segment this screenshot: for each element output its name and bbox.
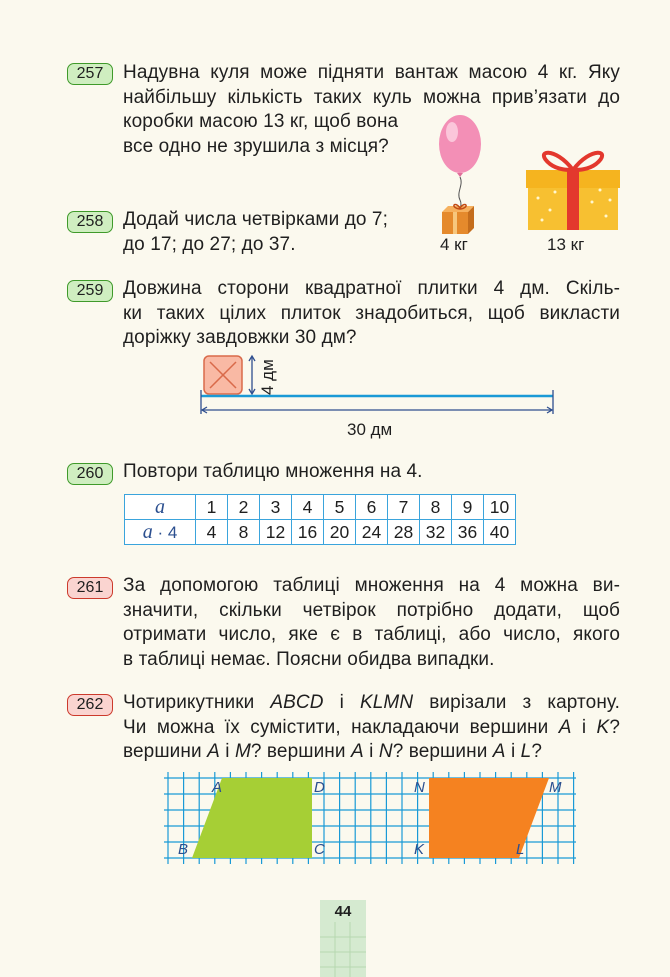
table-cell: 9 — [452, 495, 484, 520]
table-row — [125, 520, 516, 545]
vertex-a: A — [207, 741, 220, 762]
table-cell: 8 — [420, 495, 452, 520]
table-cell: 8 — [228, 520, 260, 545]
text-span: і — [363, 741, 379, 762]
table-cell: 36 — [452, 520, 484, 545]
task-number-261: 261 — [67, 577, 113, 599]
text-span: ? — [609, 716, 620, 738]
table-cell: 40 — [484, 520, 516, 545]
table-cell: 4 — [292, 495, 324, 520]
path-length-label: 30 дм — [347, 420, 393, 439]
task-number-257: 257 — [67, 63, 113, 85]
task-259-line-1: Довжина сторони квадратної плитки 4 дм. Скіль- — [123, 278, 620, 299]
table-cell: 28 — [388, 520, 420, 545]
vertex-label-l: L — [516, 841, 525, 858]
table-cell: 6 — [356, 495, 388, 520]
row-header-var: a — [142, 520, 153, 543]
table-cell: 10 — [484, 495, 516, 520]
task-260-line-1: Повтори таблицю множення на 4. — [123, 461, 423, 482]
balloon-icon — [439, 115, 481, 214]
task-257-line-1: Надувна куля може підняти вантаж масою 4 кг. Яку — [123, 62, 620, 83]
text-span: і — [505, 741, 521, 762]
table-cell: 3 — [260, 495, 292, 520]
task-257-line-2: найбільшу кількість таких куль можна прив’язати до — [123, 86, 620, 108]
task-261-line-1: За допомогою таблиці множення на 4 можна ви- — [123, 575, 620, 596]
task-259-text — [123, 277, 620, 351]
balloon-and-boxes-illustration — [430, 110, 630, 240]
text-span: Чотирикутники — [123, 692, 271, 713]
task-number-260: 260 — [67, 463, 113, 485]
task-258-text — [123, 208, 388, 257]
vertex-label-d: D — [314, 779, 325, 796]
task-259-line-3: доріжку завдовжки 30 дм? — [123, 327, 357, 348]
square-tile-icon — [204, 356, 242, 394]
text-span: вершини — [123, 741, 208, 762]
quad-klmn: KLMN — [359, 692, 414, 713]
table-cell: 16 — [292, 520, 324, 545]
text-span: і — [323, 692, 360, 713]
vertex-k: K — [596, 716, 610, 738]
vertex-label-a: A — [212, 779, 223, 796]
vertex-m: M — [234, 741, 251, 762]
text-span: і — [571, 716, 597, 738]
vertex-label-b: B — [178, 841, 189, 858]
task-261-text — [123, 574, 620, 672]
task-259-line-2: ки таких цілих плиток знадобиться, щоб викласти — [123, 302, 620, 324]
task-262-line-1 — [123, 691, 620, 716]
task-261-line-3: отримати число, яке є в таблиці, або число, якого — [123, 624, 620, 645]
multiplication-table-4 — [124, 494, 516, 545]
table-cell: 7 — [388, 495, 420, 520]
small-box-icon — [442, 204, 474, 234]
text-span: ? вершини — [250, 741, 351, 762]
task-257-line-4: все одно не зрушила з місця? — [123, 135, 389, 157]
quadrilaterals-grid-figure — [160, 768, 580, 868]
table-cell: 20 — [324, 520, 356, 545]
row-header-rest: · 4 — [152, 522, 178, 542]
page-number: 44 — [334, 903, 352, 920]
task-260-text — [123, 460, 423, 485]
vertex-l: L — [520, 741, 532, 762]
task-number-259: 259 — [67, 280, 113, 302]
quad-abcd: ABCD — [270, 692, 324, 713]
task-262-line-3 — [123, 740, 620, 765]
table-cell: 4 — [196, 520, 228, 545]
vertex-label-n: N — [414, 779, 425, 796]
task-258-line-1: Додай числа четвірками до 7; — [123, 209, 388, 230]
text-span: і — [219, 741, 235, 762]
text-span: ? — [531, 741, 543, 762]
task-261-line-2: значити, скільки четвірок потрібно додати, щоб — [123, 599, 620, 621]
task-261-line-4: в таблиці немає. Поясни обидва випадки. — [123, 648, 495, 670]
quadrilateral-klmn — [429, 778, 549, 858]
text-span: ? вершини — [392, 741, 493, 762]
table-cell: 24 — [356, 520, 388, 545]
text-span: Чи можна їх сумістити, накладаючи вершини — [123, 716, 559, 738]
task-number-262: 262 — [67, 694, 113, 716]
vertex-label-k: K — [414, 841, 425, 858]
task-258-line-2: до 17; до 27; до 37. — [123, 233, 296, 255]
table-row — [125, 495, 516, 520]
table-cell: 1 — [196, 495, 228, 520]
tile-path-diagram — [195, 350, 565, 420]
gift-box-icon — [526, 153, 620, 230]
vertex-label-c: C — [314, 841, 325, 858]
vertex-a: A — [350, 741, 364, 762]
row-header-a-times-4 — [125, 520, 196, 545]
text-span: вирізали з картону. — [413, 692, 620, 713]
table-cell: 12 — [260, 520, 292, 545]
vertex-a: A — [558, 716, 572, 738]
table-cell: 5 — [324, 495, 356, 520]
tile-side-label: 4 дм — [258, 359, 277, 395]
vertex-label-m: M — [549, 779, 562, 796]
task-262-line-2 — [123, 716, 620, 741]
vertex-a: A — [492, 741, 506, 762]
task-number-258: 258 — [67, 211, 113, 233]
task-257-line-3: коробки масою 13 кг, щоб вона — [123, 111, 399, 132]
small-box-mass-label: 4 кг — [440, 235, 468, 254]
row-header-a: a — [125, 495, 196, 520]
gift-box-mass-label: 13 кг — [547, 235, 585, 254]
tile-height-arrow — [249, 356, 255, 394]
quadrilateral-abcd — [192, 778, 312, 858]
table-cell: 2 — [228, 495, 260, 520]
task-262-text — [123, 691, 620, 765]
vertex-n: N — [378, 741, 393, 762]
path-length-arrow — [201, 390, 553, 414]
table-cell: 32 — [420, 520, 452, 545]
